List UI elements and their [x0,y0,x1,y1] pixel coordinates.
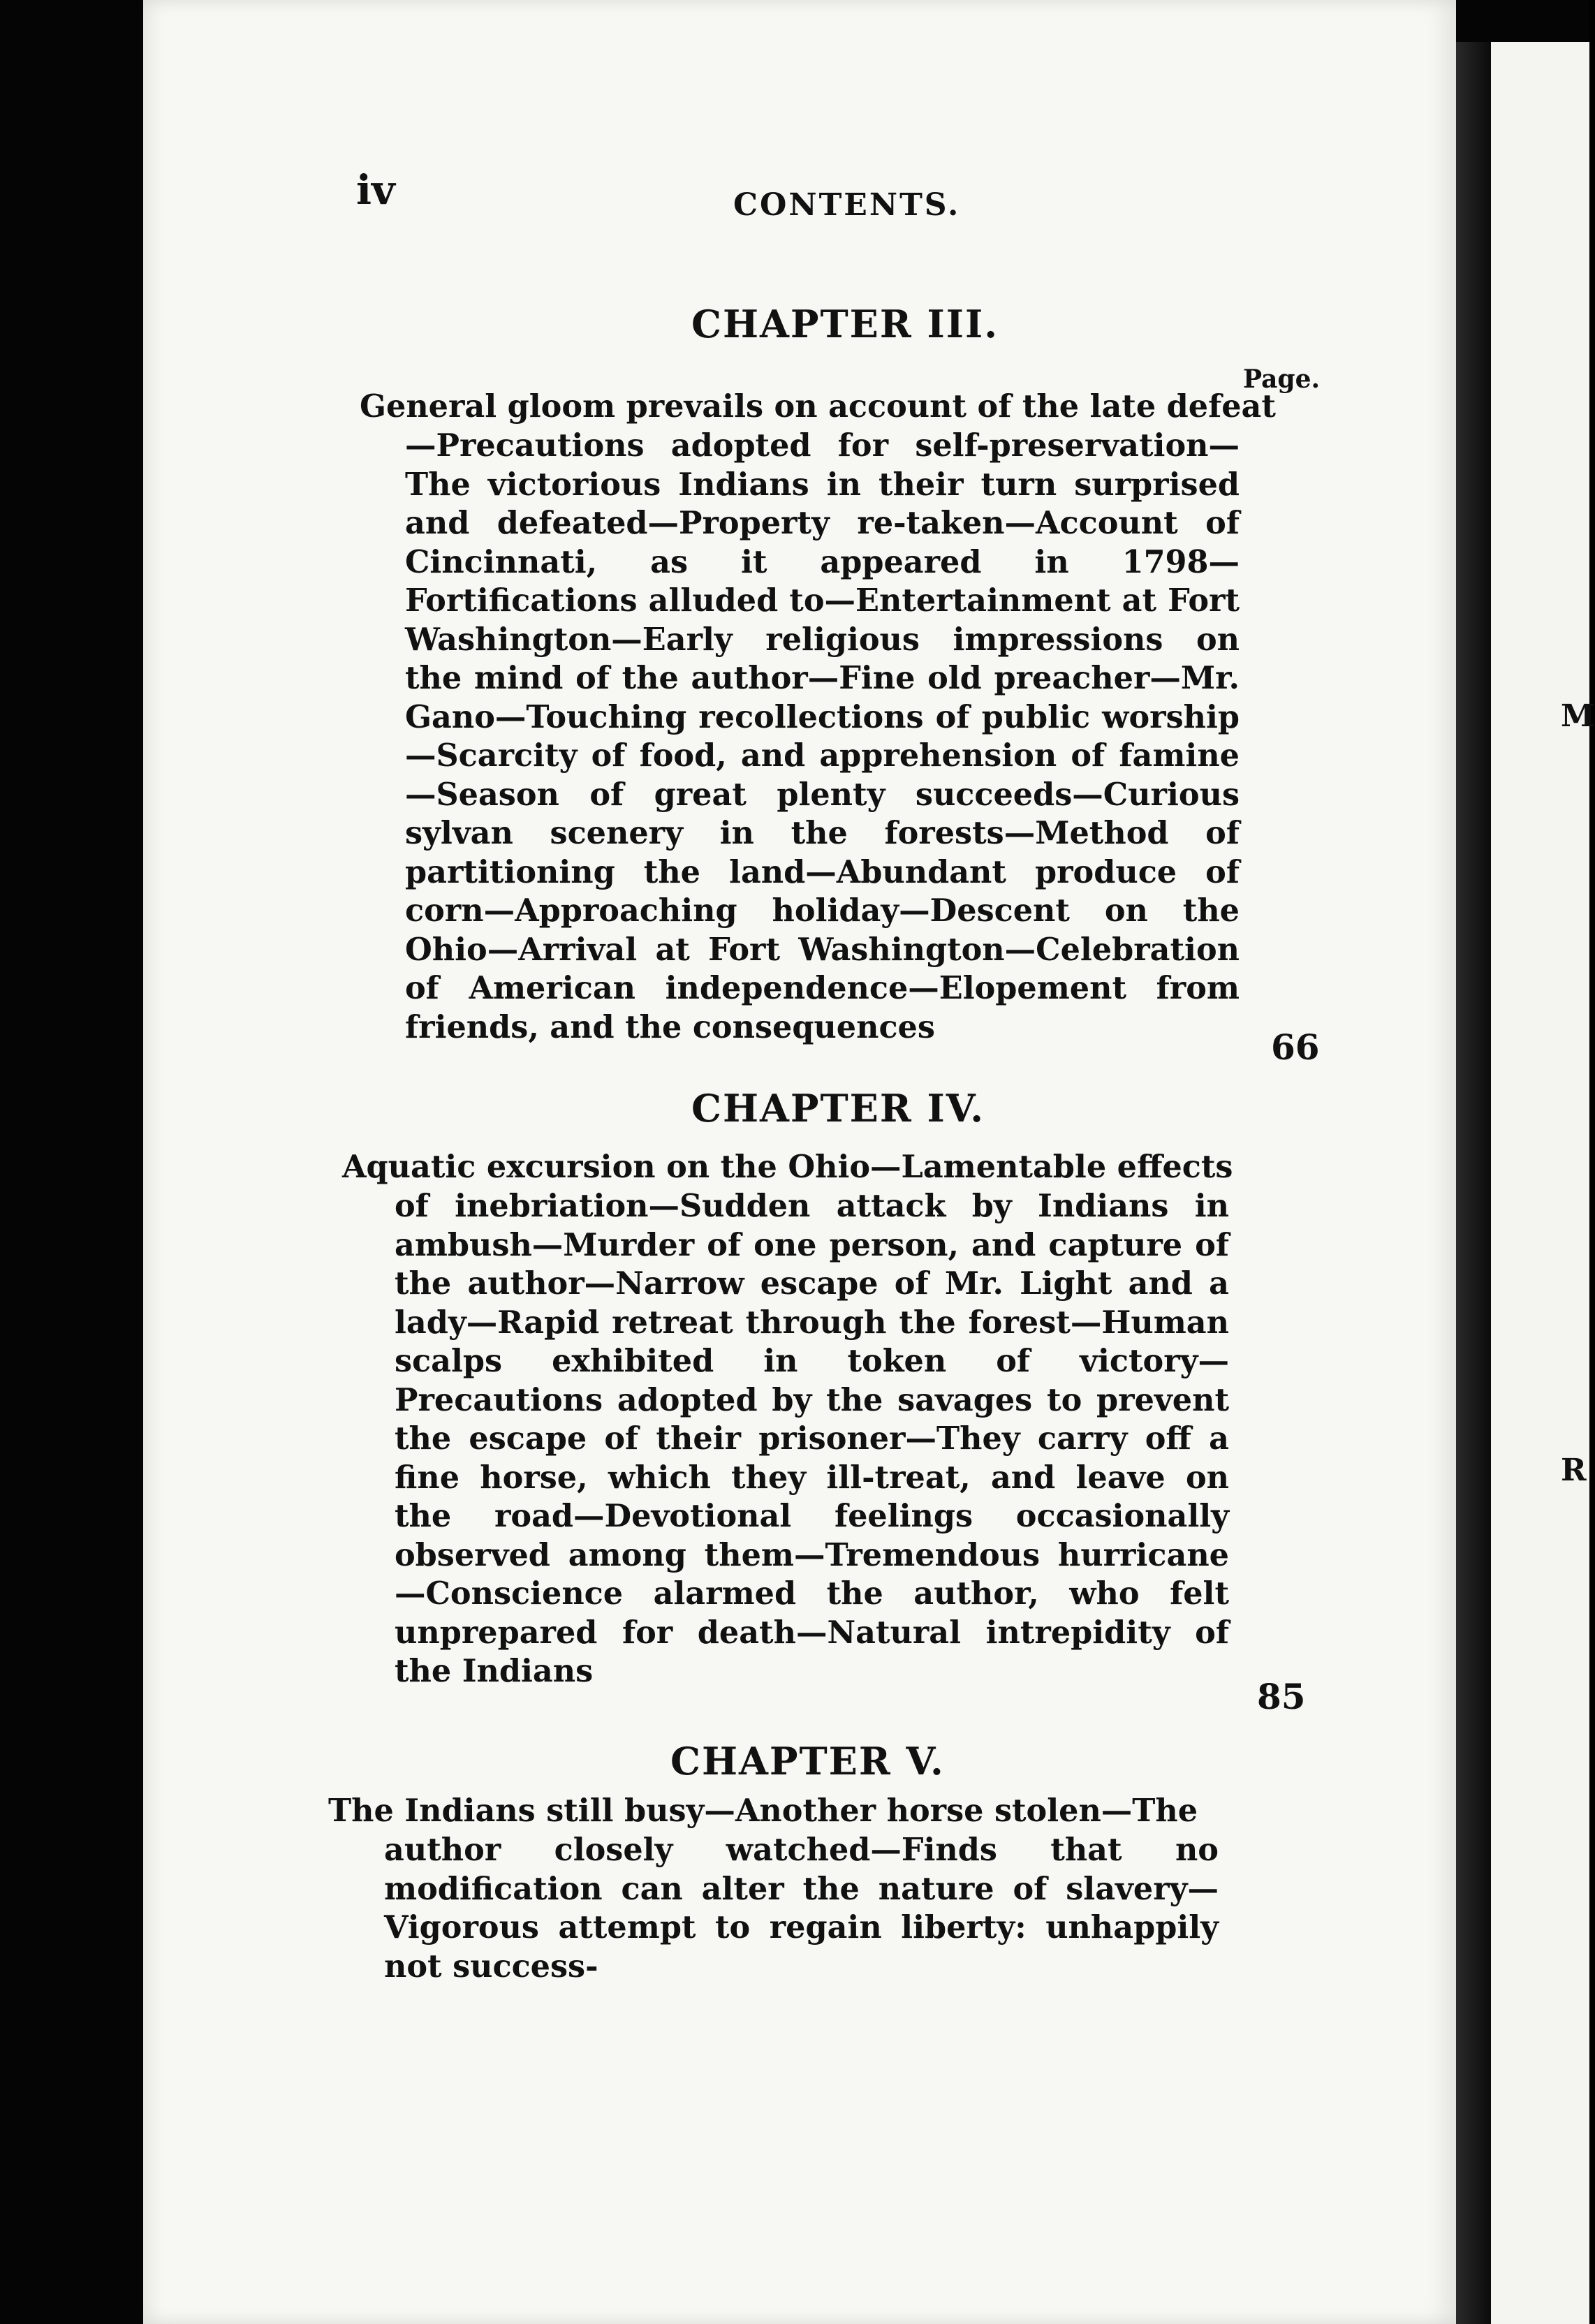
chapter-heading: CHAPTER V. [670,1739,945,1784]
chapter-page-number: 66 [1271,1027,1320,1068]
page-number: iv [356,166,395,214]
facing-page [1491,42,1595,2324]
facing-page-letter: M [1561,698,1595,734]
chapter-summary: —Precautions adopted for self-preservation—The victorious Indians in their turn surprised and defeated—Property re-taken—Account of Cincinnati, as it appeared in 1798—Fortifications alluded to—Entertainment at Fort Washington—Early religious impressions on the mind of the author—Fine old preacher—Mr. Gano—Touching recollections of public worship—Scarcity of food, and apprehension of famine—Season of great plenty succeeds—Curious sylvan scenery in the forests—Method of partitioning the land—Abundant produce of corn—Approaching holiday—Descent on the Ohio—Arrival at Fort Washington—Celebration of American independence—Elopement from friends, and the consequences [405,427,1240,1045]
chapter-summary: of inebriation—Sudden attack by Indians in ambush—Murder of one person, and capture of the author—Narrow escape of Mr. Light and a lady—Rapid retreat through the forest—Human scalps exhibited in token of victory—Precautions adopted by the savages to prevent the escape of their prisoner—They carry off a fine horse, which they ill-treat, and leave on the road—Devotional feelings occasionally observed among them—Tremendous hurricane—Conscience alarmed the author, who felt unprepared for death—Natural intrepidity of the Indians [395,1188,1229,1689]
running-title: CONTENTS. [733,187,961,223]
chapter-page-number: 85 [1257,1676,1306,1717]
chapter-summary-first-line: Aquatic excursion on the Ohio—Lamentable effects [342,1149,1233,1185]
facing-page-letter: R [1561,1452,1587,1488]
chapter-summary-first-line: The Indians still busy—Another horse stolen—The [328,1793,1198,1829]
chapter-heading: CHAPTER III. [691,302,999,346]
page-column-label: Page. [1243,365,1321,394]
binding-gutter [1456,42,1491,2324]
chapter-summary: author closely watched—Finds that no modification can alter the nature of slavery—Vigorous attempt to regain liberty: unhappily not success- [384,1832,1219,1985]
chapter-summary-first-line: General gloom prevails on account of the late defeat [360,388,1276,425]
chapter-heading: CHAPTER IV. [691,1086,985,1131]
